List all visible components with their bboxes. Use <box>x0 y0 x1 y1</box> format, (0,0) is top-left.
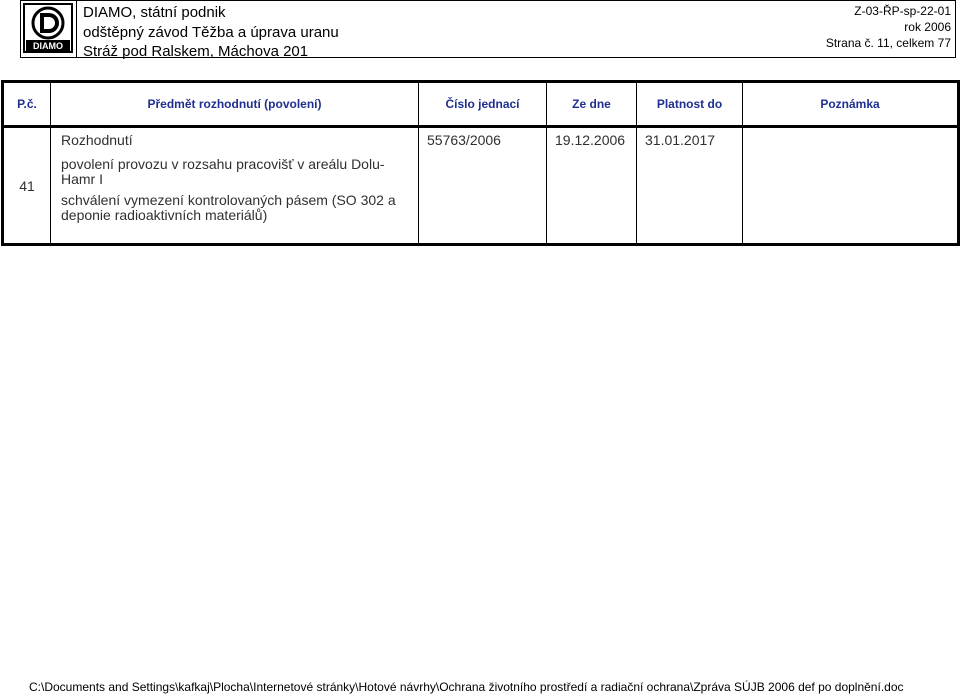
document-year: rok 2006 <box>904 20 951 34</box>
decisions-table <box>1 80 960 246</box>
column-header-note: Poznámka <box>743 82 959 127</box>
column-header-subject: Předmět rozhodnutí (povolení) <box>51 82 419 127</box>
subject-item: povolení provozu v rozsahu pracovišť v areálu Dolu-Hamr I <box>61 156 385 187</box>
diamo-logo-icon <box>21 1 76 57</box>
table-row <box>3 127 959 245</box>
row-number: 41 <box>3 127 51 245</box>
row-valid-until: 31.01.2017 <box>637 127 743 245</box>
logo-text: DIAMO <box>33 41 63 51</box>
column-header-reference: Číslo jednací <box>419 82 547 127</box>
row-note <box>743 127 959 245</box>
company-line-3: Stráž pod Ralskem, Máchova 201 <box>83 43 309 60</box>
column-header-valid-until: Platnost do <box>637 82 743 127</box>
table-header-row <box>3 82 959 127</box>
column-header-number: P.č. <box>3 82 51 127</box>
company-line-2: odštěpný závod Těžba a úprava uranu <box>83 23 339 41</box>
row-reference-number: 55763/2006 <box>419 127 547 245</box>
column-header-date: Ze dne <box>547 82 637 127</box>
row-date: 19.12.2006 <box>547 127 637 245</box>
subject-title: Rozhodnutí <box>61 132 133 148</box>
document-code: Z-03-ŘP-sp-22-01 <box>854 4 951 18</box>
document-header <box>20 0 956 58</box>
logo-cell <box>21 1 77 57</box>
company-line-1: DIAMO, státní podnik <box>83 4 226 21</box>
file-path-footer: C:\Documents and Settings\kafkaj\Plocha\Internetové stránky\Hotové návrhy\Ochrana životního prostředí a radiační ochrana\Zpráva SÚJB 2006 def po doplnění.doc <box>29 680 904 694</box>
page-number: Strana č. 11, celkem 77 <box>825 36 951 50</box>
subject-item: schválení vymezení kontrolovaných pásem (SO 302 a deponie radioaktivních materiálů) <box>61 192 396 223</box>
document-info <box>826 3 951 51</box>
company-name-block <box>83 3 339 62</box>
row-subject <box>51 127 419 245</box>
